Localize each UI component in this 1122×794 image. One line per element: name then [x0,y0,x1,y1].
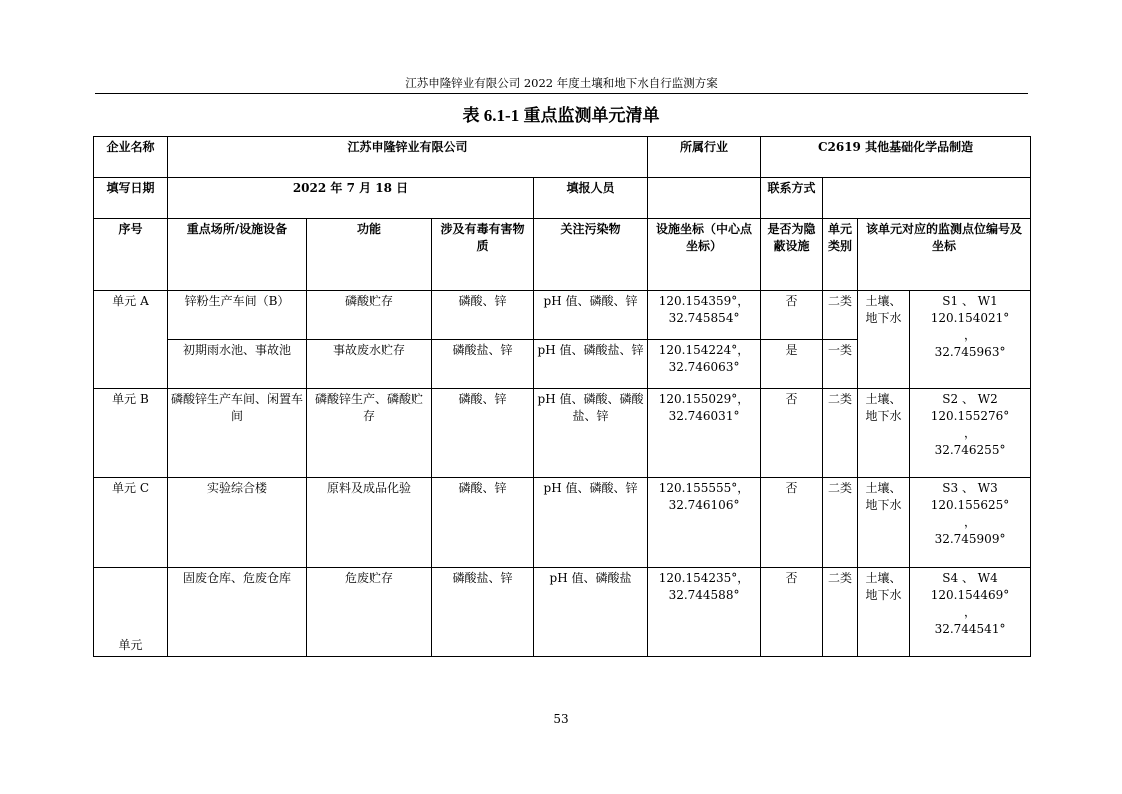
point-sep: ， [964,605,977,619]
point-sep: ， [964,328,977,342]
contact-value [823,178,1031,219]
hidden-cell: 否 [761,291,823,340]
col-function: 功能 [307,219,432,291]
monitor-point-cell [910,478,1031,568]
coord-lat: 32.746063° [668,360,740,374]
toxic-cell: 磷酸、锌 [432,478,534,568]
date-row [94,178,1031,219]
date-label: 填写日期 [94,178,168,219]
point-lat: 32.746255° [934,443,1006,457]
table-row [94,478,1031,568]
table-row [94,389,1031,478]
function-cell: 事故废水贮存 [307,340,432,389]
coord-lng: 120.154359°， [658,294,750,308]
monitoring-unit-table [93,136,1031,657]
date-value: 2022 年 7 月 18 日 [168,178,534,219]
medium-cell: 土壤、地下水 [858,389,910,478]
unit-label: 单元 C [94,478,168,568]
pollutant-cell: pH 值、磷酸、磷酸盐、锌 [534,389,648,478]
point-lng: 120.154021° [930,311,1010,325]
function-cell: 原料及成品化验 [307,478,432,568]
coords-cell [648,340,761,389]
coord-lat: 32.746031° [668,409,740,423]
category-cell: 二类 [823,291,858,340]
col-coords: 设施坐标（中心点坐标） [648,219,761,291]
company-value: 江苏申隆锌业有限公司 [168,137,648,178]
company-label: 企业名称 [94,137,168,178]
toxic-cell: 磷酸盐、锌 [432,568,534,657]
table-title: 表 6.1-1 重点监测单元清单 [462,106,660,125]
point-id: S2 、 W2 [942,392,998,406]
toxic-cell: 磷酸盐、锌 [432,340,534,389]
coord-lat: 32.746106° [668,498,740,512]
point-lng: 120.155625° [930,498,1010,512]
category-cell: 二类 [823,568,858,657]
coords-cell [648,568,761,657]
hidden-cell: 否 [761,478,823,568]
col-seq: 序号 [94,219,168,291]
point-lat: 32.745909° [934,532,1006,546]
industry-value: C2619 其他基础化学品制造 [761,137,1031,178]
coord-lat: 32.744588° [668,588,740,602]
site-cell: 初期雨水池、事故池 [168,340,307,389]
col-hidden: 是否为隐蔽设施 [761,219,823,291]
header-rule [95,93,1028,94]
site-cell: 实验综合楼 [168,478,307,568]
hidden-cell: 否 [761,568,823,657]
coord-lat: 32.745854° [668,311,740,325]
coords-cell [648,291,761,340]
category-cell: 二类 [823,478,858,568]
site-cell: 锌粉生产车间（B） [168,291,307,340]
pollutant-cell: pH 值、磷酸、锌 [534,291,648,340]
point-sep: ， [964,426,977,440]
monitor-point-cell [910,291,1031,389]
unit-label: 单元 A [94,291,168,389]
col-toxic: 涉及有毒有害物质 [432,219,534,291]
table-row [94,568,1031,657]
point-lng: 120.154469° [930,588,1010,602]
filler-label: 填报人员 [534,178,648,219]
site-cell: 固废仓库、危废仓库 [168,568,307,657]
monitor-point-cell [910,568,1031,657]
coord-lng: 120.154235°， [658,571,750,585]
col-monitor: 该单元对应的监测点位编号及坐标 [858,219,1031,291]
toxic-cell: 磷酸、锌 [432,291,534,340]
running-header: 江苏申隆锌业有限公司 2022 年度土壤和地下水自行监测方案 [405,76,718,90]
category-cell: 二类 [823,389,858,478]
page-number: 53 [553,712,569,726]
hidden-cell: 是 [761,340,823,389]
medium-cell: 土壤、地下水 [858,478,910,568]
function-cell: 磷酸贮存 [307,291,432,340]
point-sep: ， [964,515,977,529]
pollutant-cell: pH 值、磷酸、锌 [534,478,648,568]
industry-label: 所属行业 [648,137,761,178]
medium-cell: 土壤、地下水 [858,291,910,389]
pollutant-cell: pH 值、磷酸盐、锌 [534,340,648,389]
medium-cell: 土壤、地下水 [858,568,910,657]
point-lat: 32.744541° [934,622,1006,636]
coord-lng: 120.154224°， [658,343,750,357]
col-unit-type: 单元类别 [823,219,858,291]
coords-cell [648,389,761,478]
point-lat: 32.745963° [934,345,1006,359]
category-cell: 一类 [823,340,858,389]
function-cell: 磷酸锌生产、磷酸贮存 [307,389,432,478]
site-cell: 磷酸锌生产车间、闲置车间 [168,389,307,478]
point-lng: 120.155276° [930,409,1010,423]
hidden-cell: 否 [761,389,823,478]
toxic-cell: 磷酸、锌 [432,389,534,478]
column-header-row [94,219,1031,291]
monitor-point-cell [910,389,1031,478]
unit-label: 单元 [94,568,168,657]
unit-label: 单元 B [94,389,168,478]
col-site: 重点场所/设施设备 [168,219,307,291]
company-row [94,137,1031,178]
point-id: S3 、 W3 [942,481,998,495]
pollutant-cell: pH 值、磷酸盐 [534,568,648,657]
coord-lng: 120.155029°， [658,392,750,406]
function-cell: 危废贮存 [307,568,432,657]
filler-value [648,178,761,219]
point-id: S4 、 W4 [942,571,998,585]
coords-cell [648,478,761,568]
table-row [94,291,1031,340]
col-pollutant: 关注污染物 [534,219,648,291]
point-id: S1 、 W1 [942,294,998,308]
coord-lng: 120.155555°， [658,481,750,495]
contact-label: 联系方式 [761,178,823,219]
